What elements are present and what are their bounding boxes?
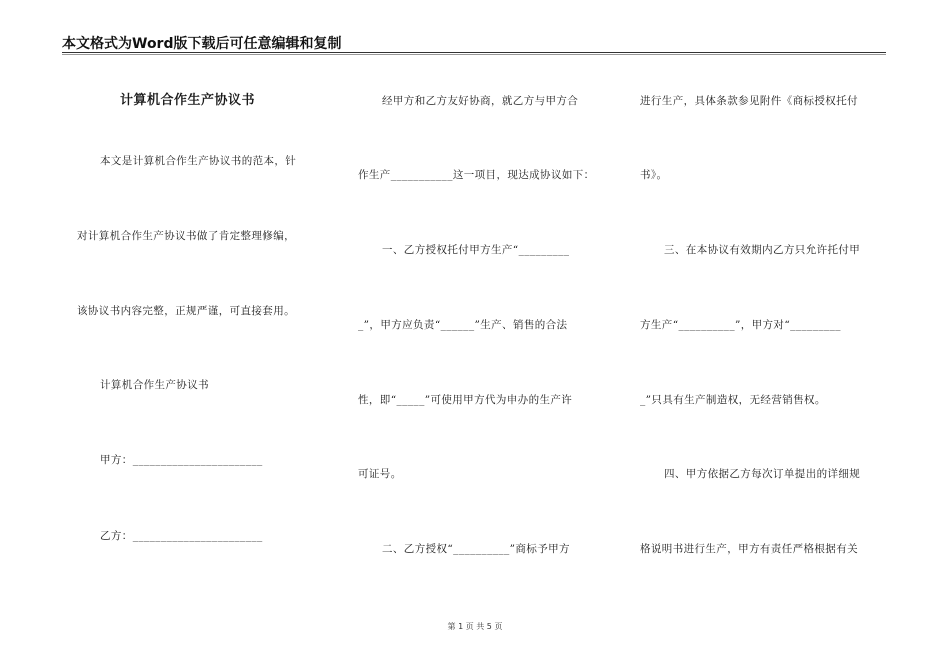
- paragraph-line: 计算机合作生产协议书: [100, 379, 209, 391]
- paragraph-line: 四、甲方依据乙方每次订单提出的详细规: [664, 468, 861, 480]
- header-rule-secondary: [62, 54, 886, 55]
- party-a-line: 甲方：_______________________: [100, 454, 263, 466]
- paragraph-line: 二、乙方授权“__________”商标予甲方: [382, 543, 570, 555]
- document-title: 计算机合作生产协议书: [120, 93, 256, 108]
- paragraph-line: 经甲方和乙方友好协商，就乙方与甲方合: [382, 95, 579, 107]
- paragraph-line: 方生产“__________”，甲方对“_________: [640, 319, 841, 331]
- document-header: 本文格式为Word版下载后可任意编辑和复制: [62, 36, 342, 52]
- paragraph-line: 书》。: [640, 169, 668, 181]
- paragraph-line: 对计算机合作生产协议书做了肯定整理修编，: [77, 230, 295, 242]
- paragraph-line: _”只具有生产制造权，无经营销售权。: [640, 394, 826, 406]
- paragraph-line: 进行生产，具体条款参见附件《商标授权托付: [640, 95, 858, 107]
- party-b-line: 乙方：_______________________: [100, 530, 263, 542]
- paragraph-line: 该协议书内容完整，正规严谨，可直接套用。: [77, 305, 295, 317]
- paragraph-line: 三、在本协议有效期内乙方只允许托付甲: [664, 244, 861, 256]
- paragraph-line: 本文是计算机合作生产协议书的范本，针: [100, 155, 297, 167]
- header-rule: [62, 52, 886, 53]
- paragraph-line: _”，甲方应负责“______”生产、销售的合法: [358, 319, 568, 331]
- paragraph-line: 格说明书进行生产，甲方有责任严格根据有关: [640, 543, 858, 555]
- paragraph-line: 性，即“_____”可使用甲方代为申办的生产许: [358, 394, 573, 406]
- paragraph-line: 可证号。: [358, 468, 402, 480]
- paragraph-line: 作生产___________这一项目，现达成协议如下：: [358, 169, 595, 181]
- page-number-footer: 第 1 页 共 5 页: [447, 622, 503, 631]
- paragraph-line: 一、乙方授权托付甲方生产“_________: [382, 244, 570, 256]
